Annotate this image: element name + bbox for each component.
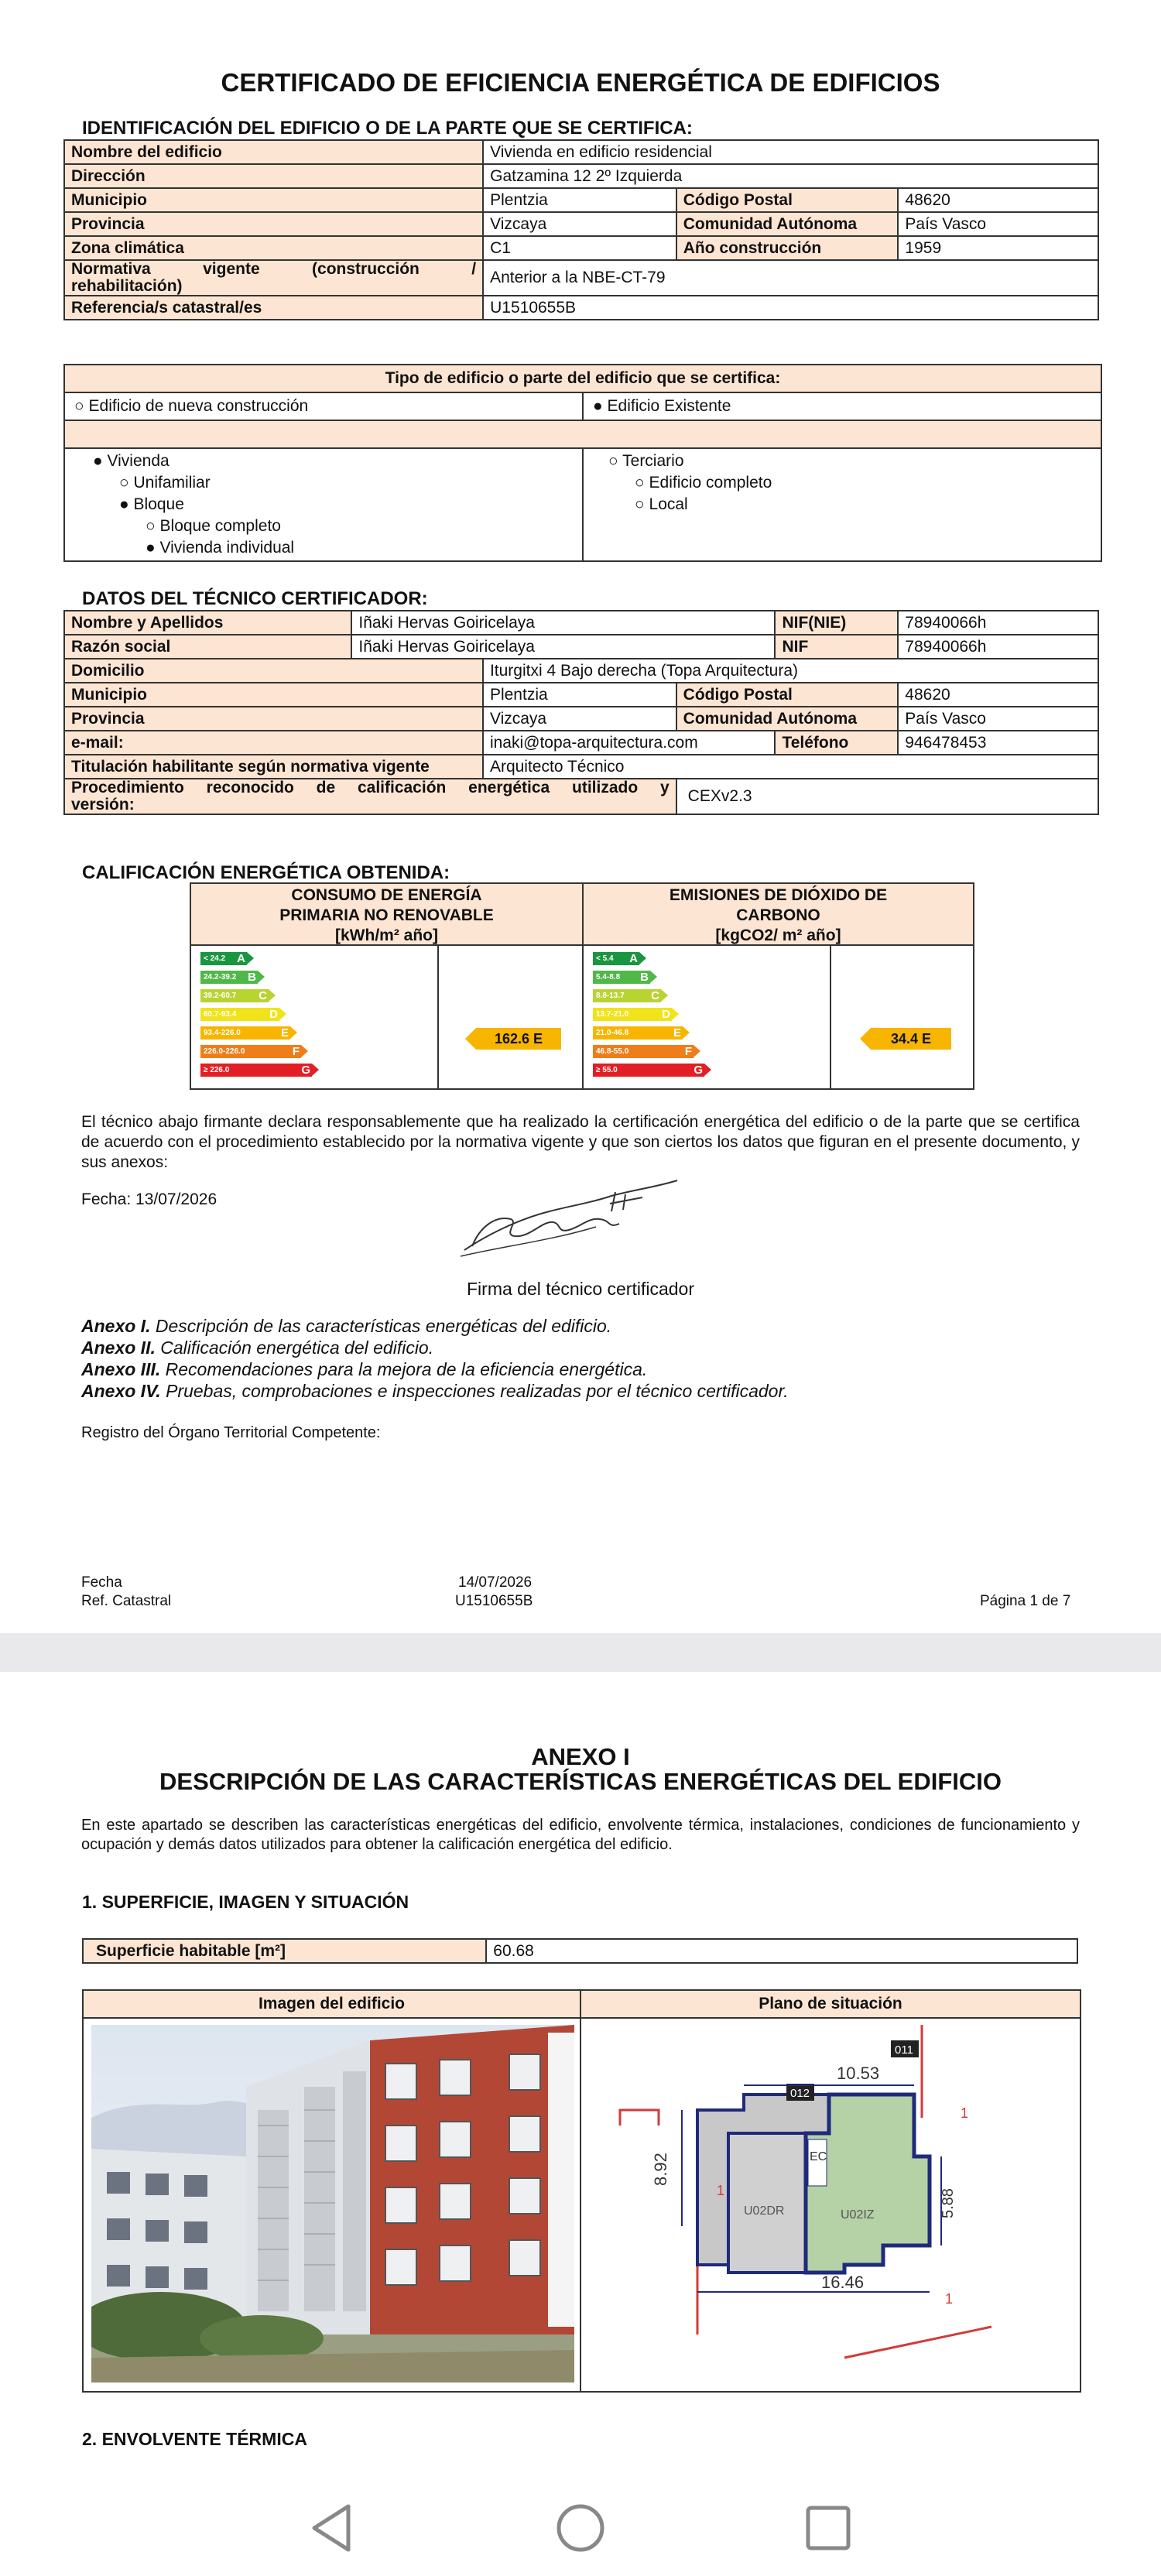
annex-2-text: Calificación energética del edificio. [155, 1338, 434, 1358]
scale-range: ≥ 55.0 [596, 1066, 618, 1074]
scale-bar-a [593, 952, 639, 965]
divider [582, 449, 584, 560]
scale-letter: A [629, 952, 638, 965]
scale-range: 93.4-226.0 [204, 1029, 241, 1037]
scale-arrow-tip [279, 1008, 286, 1020]
value-normativa: Anterior a la NBE-CT-79 [483, 260, 1098, 296]
divider [582, 393, 584, 420]
scale-letter: G [301, 1064, 310, 1077]
scale-bar-g [593, 1064, 704, 1077]
recent-apps-icon[interactable] [805, 2505, 851, 2551]
section-2-title: 2. ENVOLVENTE TÉRMICA [82, 2429, 307, 2449]
label-nombre-edificio: Nombre del edificio [64, 140, 483, 164]
back-icon[interactable] [308, 2503, 354, 2553]
scale-range: 8.8-13.7 [596, 992, 625, 1000]
value-cp-tecnico: 48620 [898, 683, 1098, 707]
scale-arrow-tip [650, 971, 657, 983]
scale-range: ≥ 226.0 [204, 1066, 230, 1074]
option-vivienda-individual: ● Vivienda individual [146, 539, 295, 557]
label-provincia: Provincia [64, 212, 483, 236]
scale-range: 39.2-60.7 [204, 992, 237, 1000]
option-bloque-completo: ○ Bloque completo [146, 517, 281, 535]
scale-range: 21.0-46.8 [596, 1029, 629, 1037]
scale-range: 46.8-55.0 [596, 1047, 629, 1056]
value-razon-social: Iñaki Hervas Goiricelaya [351, 635, 775, 659]
scale-arrow-tip [683, 1026, 690, 1039]
label-referencia: Referencia/s catastral/es [64, 296, 483, 320]
label-municipio-tecnico: Municipio [64, 683, 483, 707]
option-edificio-existente: ● Edificio Existente [593, 397, 731, 415]
label-direccion: Dirección [64, 164, 483, 188]
scale-letter: B [248, 971, 256, 984]
label-nif: NIF [775, 635, 898, 659]
plan-number-1b: 1 [961, 2105, 969, 2121]
label-nombre-tecnico: Nombre y Apellidos [64, 611, 351, 635]
emisiones-rating-arrow [860, 1028, 871, 1050]
declaration-text: El técnico abajo firmante declara responsablemente que ha realizado la certificación energética del edificio o de la parte que se certifica de acuerdo con el procedimiento establecido por la normativa vigente y que son ciertos los datos que figuran en el presente documento, y sus anexos: [81, 1113, 1080, 1171]
scale-arrow-tip [704, 1064, 711, 1076]
annex-4-line [81, 1381, 789, 1402]
value-nombre-edificio: Vivienda en edificio residencial [483, 140, 1098, 164]
divider [580, 1991, 581, 2391]
label-telefono: Teléfono [775, 731, 898, 755]
label-nifnie: NIF(NIE) [775, 611, 898, 635]
building-photo [91, 2025, 574, 2382]
section-1-title: 1. SUPERFICIE, IMAGEN Y SITUACIÓN [82, 1892, 409, 1912]
option-bloque: ● Bloque [119, 495, 184, 513]
value-nif: 78940066h [898, 635, 1098, 659]
label-procedimiento-line1: Procedimiento reconocido de calificación energética utilizado y [71, 779, 670, 796]
plan-number-1: 1 [717, 2183, 725, 2198]
scale-bar-c [593, 989, 661, 1002]
value-superficie: 60.68 [486, 1939, 1077, 1963]
plan-ec-label: EC [810, 2150, 827, 2163]
plan-u02dr-label: U02DR [744, 2204, 785, 2218]
consumo-header-line3: [kWh/m² año] [335, 927, 438, 944]
label-zona-climatica: Zona climática [64, 236, 483, 260]
scale-letter: B [640, 971, 649, 984]
scale-arrow-tip [639, 952, 646, 964]
scale-bar-c [200, 989, 269, 1002]
scale-arrow-tip [672, 1008, 679, 1020]
annex-4-label: Anexo IV. [81, 1381, 161, 1401]
label-procedimiento-line2: versión: [71, 796, 135, 814]
surface-table [82, 1938, 1078, 1964]
annex-4-text: Pruebas, comprobaciones e inspecciones realizadas por el técnico certificador. [160, 1381, 789, 1401]
label-procedimiento [64, 779, 676, 814]
scale-letter: D [269, 1008, 278, 1021]
annex-title: ANEXO I [531, 1743, 630, 1770]
scale-letter: G [694, 1064, 703, 1077]
annex-3-line [81, 1359, 647, 1380]
option-edificio-completo: ○ Edificio completo [635, 474, 772, 492]
value-telefono: 946478453 [898, 731, 1098, 755]
value-municipio: Plentzia [483, 188, 676, 212]
plan-dim-bottom: 16.46 [821, 2273, 865, 2292]
scale-bar-b [593, 971, 650, 984]
consumo-rating-arrow [465, 1028, 476, 1050]
label-normativa-line2: rehabilitación) [71, 277, 183, 295]
page-number: Página 1 de 7 [980, 1593, 1071, 1609]
scale-arrow-tip [694, 1045, 700, 1057]
scale-letter: E [673, 1026, 681, 1040]
scale-bar-e [593, 1026, 683, 1040]
scale-range: 60.7-93.4 [204, 1010, 237, 1019]
scale-letter: D [662, 1008, 670, 1021]
building-type-header: Tipo de edificio o parte del edificio que se certifica: [65, 365, 1101, 393]
option-local: ○ Local [635, 495, 688, 513]
scale-range: 226.0-226.0 [204, 1047, 245, 1056]
scale-range: < 5.4 [596, 954, 614, 963]
building-type-band [65, 421, 1101, 449]
divider [437, 946, 439, 1088]
plan-dim-left: 8.92 [651, 2153, 670, 2186]
annex-1-text: Descripción de las características energéticas del edificio. [150, 1316, 612, 1336]
label-cp-tecnico: Código Postal [676, 683, 899, 707]
scale-bar-f [593, 1045, 694, 1058]
value-anio: 1959 [898, 236, 1098, 260]
label-codigo-postal: Código Postal [676, 188, 899, 212]
document-title: CERTIFICADO DE EFICIENCIA ENERGÉTICA DE EDIFICIOS [221, 68, 940, 97]
annex-intro: En este apartado se describen las características energéticas del edificio, envolvente térmica, instalaciones, condiciones de funcionamiento y ocupación y demás datos utilizados para obtener la calificación energética del edificio. [81, 1817, 1080, 1853]
value-provincia-tecnico: Vizcaya [483, 707, 676, 731]
label-domicilio: Domicilio [64, 659, 483, 683]
emisiones-rating-badge: 34.4 E [871, 1028, 951, 1050]
value-codigo-postal: 48620 [898, 188, 1098, 212]
value-provincia: Vizcaya [483, 212, 676, 236]
plan-number-1c: 1 [945, 2291, 954, 2307]
value-direccion: Gatzamina 12 2º Izquierda [483, 164, 1098, 188]
scale-range: 24.2-39.2 [204, 973, 237, 981]
scale-bar-e [200, 1026, 290, 1040]
scale-range: < 24.2 [204, 954, 226, 963]
option-nueva-construccion: ○ Edificio de nueva construcción [74, 397, 309, 415]
label-provincia-tecnico: Provincia [64, 707, 483, 731]
option-unifamiliar: ○ Unifamiliar [119, 474, 211, 492]
annex-3-text: Recomendaciones para la mejora de la eficiencia energética. [160, 1359, 648, 1379]
value-municipio-tecnico: Plentzia [483, 683, 676, 707]
annex-2-label: Anexo II. [81, 1338, 156, 1358]
scale-bar-a [200, 952, 247, 965]
plan-tag-011: 011 [895, 2043, 913, 2057]
annex-subtitle: DESCRIPCIÓN DE LAS CARACTERÍSTICAS ENERGÉTICAS DEL EDIFICIO [159, 1768, 1002, 1795]
scale-bar-f [200, 1045, 301, 1058]
divider [582, 884, 584, 1088]
value-procedimiento: CEXv2.3 [676, 779, 1098, 814]
label-normativa [64, 260, 483, 296]
annex-3-label: Anexo III. [81, 1359, 161, 1379]
label-municipio: Municipio [64, 188, 483, 212]
consumo-header-line1: CONSUMO DE ENERGÍA [291, 886, 482, 904]
emisiones-header-line2: CARBONO [736, 906, 820, 924]
building-type-box [63, 364, 1102, 562]
value-titulacion: Arquitecto Técnico [483, 755, 1098, 779]
value-nombre-tecnico: Iñaki Hervas Goiricelaya [351, 611, 775, 635]
building-image-header: Imagen del edificio [84, 1991, 580, 2019]
scale-arrow-tip [290, 1026, 297, 1039]
site-plan-header: Plano de situación [581, 1991, 1080, 2019]
footer-ref-label: Ref. Catastral [81, 1593, 172, 1609]
technician-section-title: DATOS DEL TÉCNICO CERTIFICADOR: [82, 588, 428, 609]
site-plan [589, 2025, 1072, 2382]
scale-range: 13.7-21.0 [596, 1010, 629, 1019]
consumo-header-line2: PRIMARIA NO RENOVABLE [279, 906, 494, 924]
plan-dim-right: 5.88 [940, 2188, 957, 2218]
label-comunidad: Comunidad Autónoma [676, 212, 899, 236]
scale-arrow-tip [301, 1045, 308, 1057]
emisiones-header [584, 884, 973, 946]
option-terciario: ○ Terciario [608, 452, 684, 470]
scale-bar-g [200, 1064, 312, 1077]
label-normativa-line1: Normativa vigente (construcción / [71, 260, 477, 278]
value-comunidad-tecnico: País Vasco [898, 707, 1098, 731]
scale-letter: C [651, 989, 659, 1002]
scale-bar-d [593, 1008, 672, 1021]
consumo-rating-badge: 162.6 E [476, 1028, 561, 1050]
scale-bar-b [200, 971, 258, 984]
scale-arrow-tip [247, 952, 254, 964]
scale-letter: E [280, 1026, 289, 1040]
footer-date-label: Fecha [81, 1574, 122, 1591]
system-navigation-bar [0, 2477, 1161, 2576]
value-referencia: U1510655B [483, 296, 1098, 320]
plan-dim-top: 10.53 [837, 2064, 880, 2083]
rating-section-title: CALIFICACIÓN ENERGÉTICA OBTENIDA: [82, 862, 450, 883]
divider [830, 946, 831, 1088]
value-domicilio: Iturgitxi 4 Bajo derecha (Topa Arquitectura) [483, 659, 1098, 683]
home-icon[interactable] [556, 2503, 605, 2553]
scale-letter: C [259, 989, 267, 1002]
label-titulacion: Titulación habilitante según normativa vigente [64, 755, 483, 779]
plan-tag-012: 012 [790, 2087, 810, 2100]
value-zona-climatica: C1 [483, 236, 676, 260]
value-comunidad: País Vasco [898, 212, 1098, 236]
footer-ref: U1510655B [455, 1593, 533, 1609]
scale-arrow-tip [269, 989, 276, 1002]
label-razon-social: Razón social [64, 635, 351, 659]
identification-section-title: IDENTIFICACIÓN DEL EDIFICIO O DE LA PARTE QUE SE CERTIFICA: [82, 118, 693, 139]
label-anio: Año construcción [676, 236, 899, 260]
scale-arrow-tip [312, 1064, 319, 1076]
scale-letter: F [292, 1045, 300, 1058]
option-vivienda: ● Vivienda [93, 452, 170, 470]
consumo-header [191, 884, 582, 946]
scale-arrow-tip [258, 971, 265, 983]
technician-signature [457, 1173, 681, 1266]
scale-letter: A [237, 952, 245, 965]
image-table [82, 1989, 1081, 2393]
technician-table [63, 610, 1099, 815]
identification-table [63, 139, 1099, 320]
value-nifnie: 78940066h [898, 611, 1098, 635]
emisiones-header-line1: EMISIONES DE DIÓXIDO DE [669, 886, 888, 904]
scale-arrow-tip [661, 989, 668, 1002]
label-superficie: Superficie habitable [m²] [83, 1939, 486, 1963]
plan-u02iz-label: U02IZ [841, 2208, 875, 2221]
value-email: inaki@topa-arquitectura.com [483, 731, 775, 755]
scale-letter: F [684, 1045, 692, 1058]
signature-caption: Firma del técnico certificador [467, 1279, 694, 1299]
annex-1-line [81, 1316, 611, 1337]
footer-date: 14/07/2026 [458, 1574, 533, 1591]
emisiones-header-line3: [kgCO2/ m² año] [715, 927, 841, 944]
page-separator [0, 1633, 1161, 1672]
registry-text: Registro del Órgano Territorial Competente: [81, 1424, 381, 1441]
scale-range: 5.4-8.8 [596, 973, 621, 981]
annex-1-label: Anexo I. [81, 1316, 151, 1336]
annex-2-line [81, 1338, 433, 1358]
scale-bar-d [200, 1008, 279, 1021]
energy-rating-box [190, 882, 974, 1090]
label-comunidad-tecnico: Comunidad Autónoma [676, 707, 899, 731]
signature-date: Fecha: 13/07/2026 [81, 1190, 217, 1208]
label-email: e-mail: [64, 731, 483, 755]
